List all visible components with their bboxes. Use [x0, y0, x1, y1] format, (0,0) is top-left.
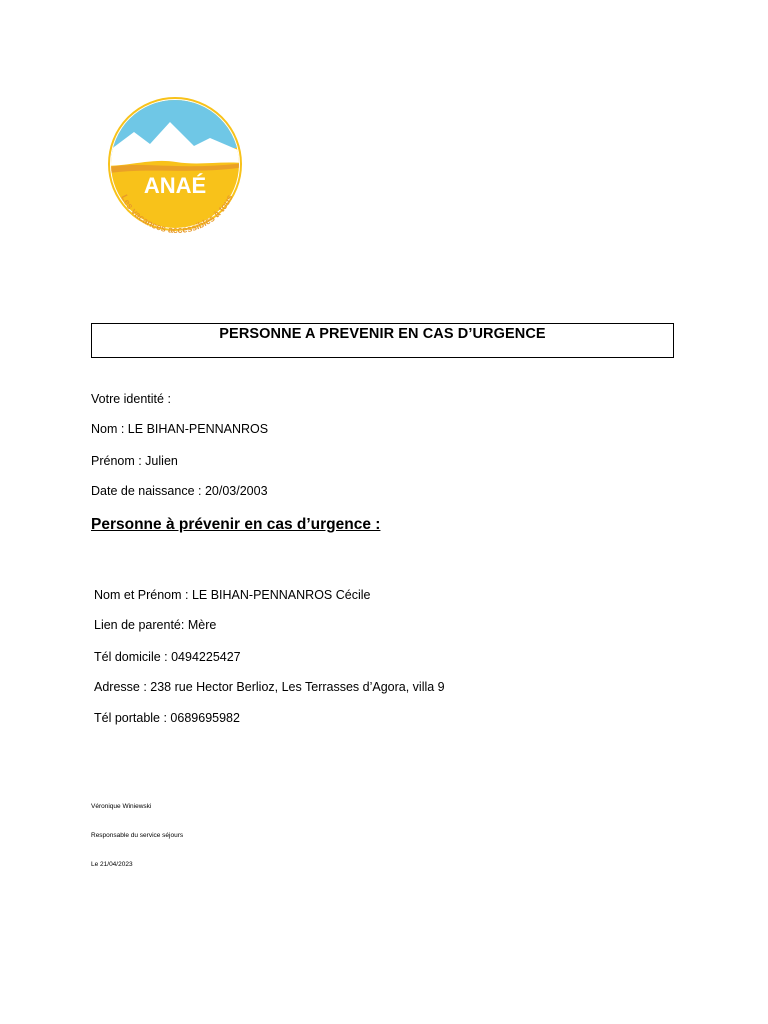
logo-tagline: Les vacances accessibles à tous: [119, 192, 235, 236]
signature-name: Véronique Winiewski: [91, 803, 152, 810]
identity-prenom: Prénom : Julien: [91, 454, 178, 468]
emergency-nom-prenom: Nom et Prénom : LE BIHAN-PENNANROS Cécile: [94, 588, 371, 602]
identity-naissance: Date de naissance : 20/03/2003: [91, 484, 268, 498]
logo-brand-text: ANAÉ: [143, 173, 207, 198]
emergency-tel-portable: Tél portable : 0689695982: [94, 711, 240, 725]
identity-heading: Votre identité :: [91, 392, 171, 406]
anae-logo: [92, 86, 260, 248]
page-title: PERSONNE A PREVENIR EN CAS D’URGENCE: [219, 326, 546, 342]
title-box: [91, 323, 674, 358]
signature-role: Responsable du service séjours: [91, 832, 184, 839]
emergency-tel-domicile: Tél domicile : 0494225427: [94, 650, 241, 664]
emergency-parente: Lien de parenté: Mère: [94, 618, 217, 632]
signature-date: Le 21/04/2023: [91, 861, 133, 868]
emergency-heading: Personne à prévenir en cas d’urgence :: [91, 516, 381, 533]
emergency-adresse: Adresse : 238 rue Hector Berlioz, Les Terrasses d’Agora, villa 9: [94, 680, 445, 694]
identity-nom: Nom : LE BIHAN-PENNANROS: [91, 422, 269, 436]
